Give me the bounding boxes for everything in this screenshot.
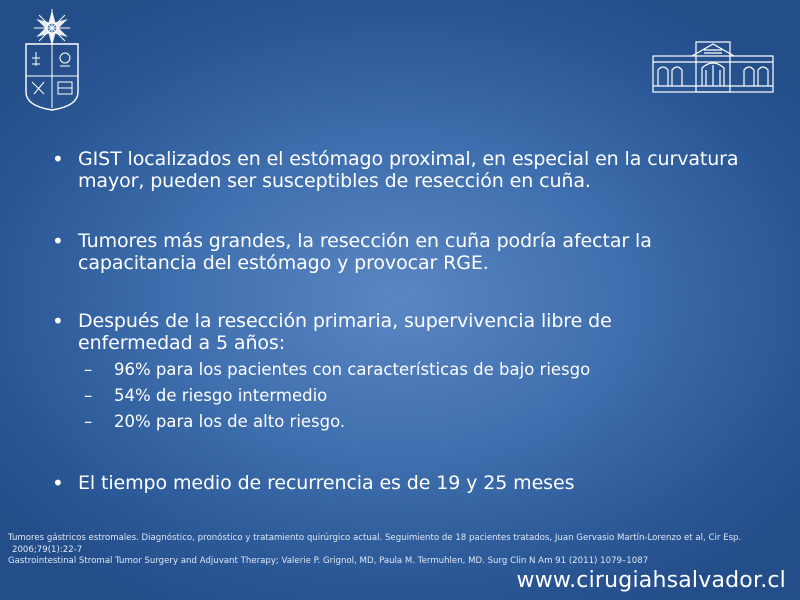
references (8, 533, 788, 568)
website-url: www.cirugiahsalvador.cl (516, 568, 786, 593)
sub-dash: – (84, 360, 93, 379)
sub-text: 96% para los pacientes con características de bajo riesgo (114, 360, 591, 379)
reference-line: 2006;79(1):22-7 (12, 544, 83, 555)
bullet-dot: • (52, 147, 64, 171)
sub-text: 54% de riesgo intermedio (114, 386, 328, 405)
university-crest-icon (22, 8, 82, 112)
sub-dash: – (84, 386, 93, 405)
hospital-building-icon (652, 40, 774, 94)
bullet-text: Tumores más grandes, la resección en cuña podría afectar la capacitancia del estómago y provocar RGE. (78, 230, 652, 274)
bullet-dot: • (52, 229, 64, 253)
reference-line: Gastrointestinal Stromal Tumor Surgery and Adjuvant Therapy; Valerie P. Grignol, MD, Paula M. Termuhlen, MD. Surg Clin N Am 91 (2011) 1079–1087 (8, 556, 649, 566)
bullet-text: Después de la resección primaria, supervivencia libre de enfermedad a 5 años: (78, 310, 612, 354)
bullet-text: GIST localizados en el estómago proximal, en especial en la curvatura mayor, pueden ser susceptibles de resección en cuña. (78, 148, 739, 192)
bullet-dot: • (52, 471, 64, 495)
sub-text: 20% para los de alto riesgo. (114, 412, 346, 431)
reference-line: Tumores gástricos estromales. Diagnóstico, pronóstico y tratamiento quirúrgico actual. Seguimiento de 18 pacientes tratados, Juan Gervasio Martín-Lorenzo et al, Cir Esp. (8, 533, 742, 543)
sub-dash: – (84, 412, 93, 431)
bullet-dot: • (52, 309, 64, 333)
bullet-text: El tiempo medio de recurrencia es de 19 y 25 meses (78, 472, 575, 494)
